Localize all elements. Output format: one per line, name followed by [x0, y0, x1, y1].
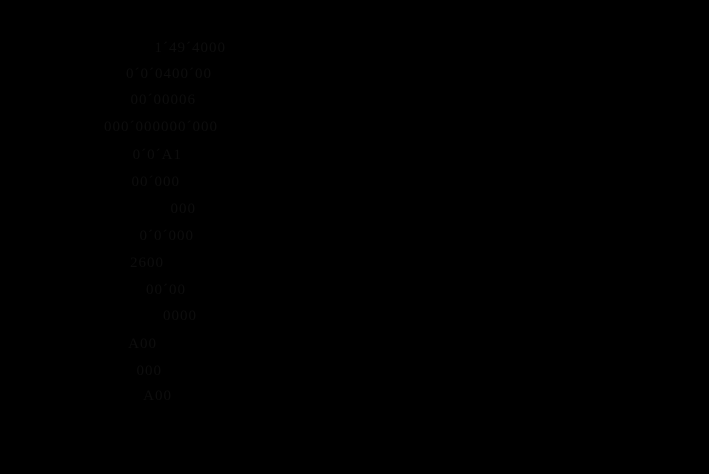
text-line: 0´0´000: [139, 228, 194, 244]
text-line: A00: [128, 336, 157, 352]
text-line: 00´00006: [130, 92, 196, 108]
text-line: 0´0´A1: [132, 147, 182, 163]
text-line: 0000: [163, 308, 197, 324]
text-line: 1´49´4000: [154, 40, 226, 56]
text-line: 0´0´0400´00: [126, 66, 212, 82]
text-line: 000: [136, 363, 162, 379]
text-line: 000: [170, 201, 196, 217]
text-line: 000´000000´000: [104, 119, 218, 135]
text-line: 00´00: [146, 282, 186, 298]
text-line: A00: [143, 388, 172, 404]
text-line: 2600: [130, 255, 164, 271]
text-line: 00´000: [131, 174, 180, 190]
